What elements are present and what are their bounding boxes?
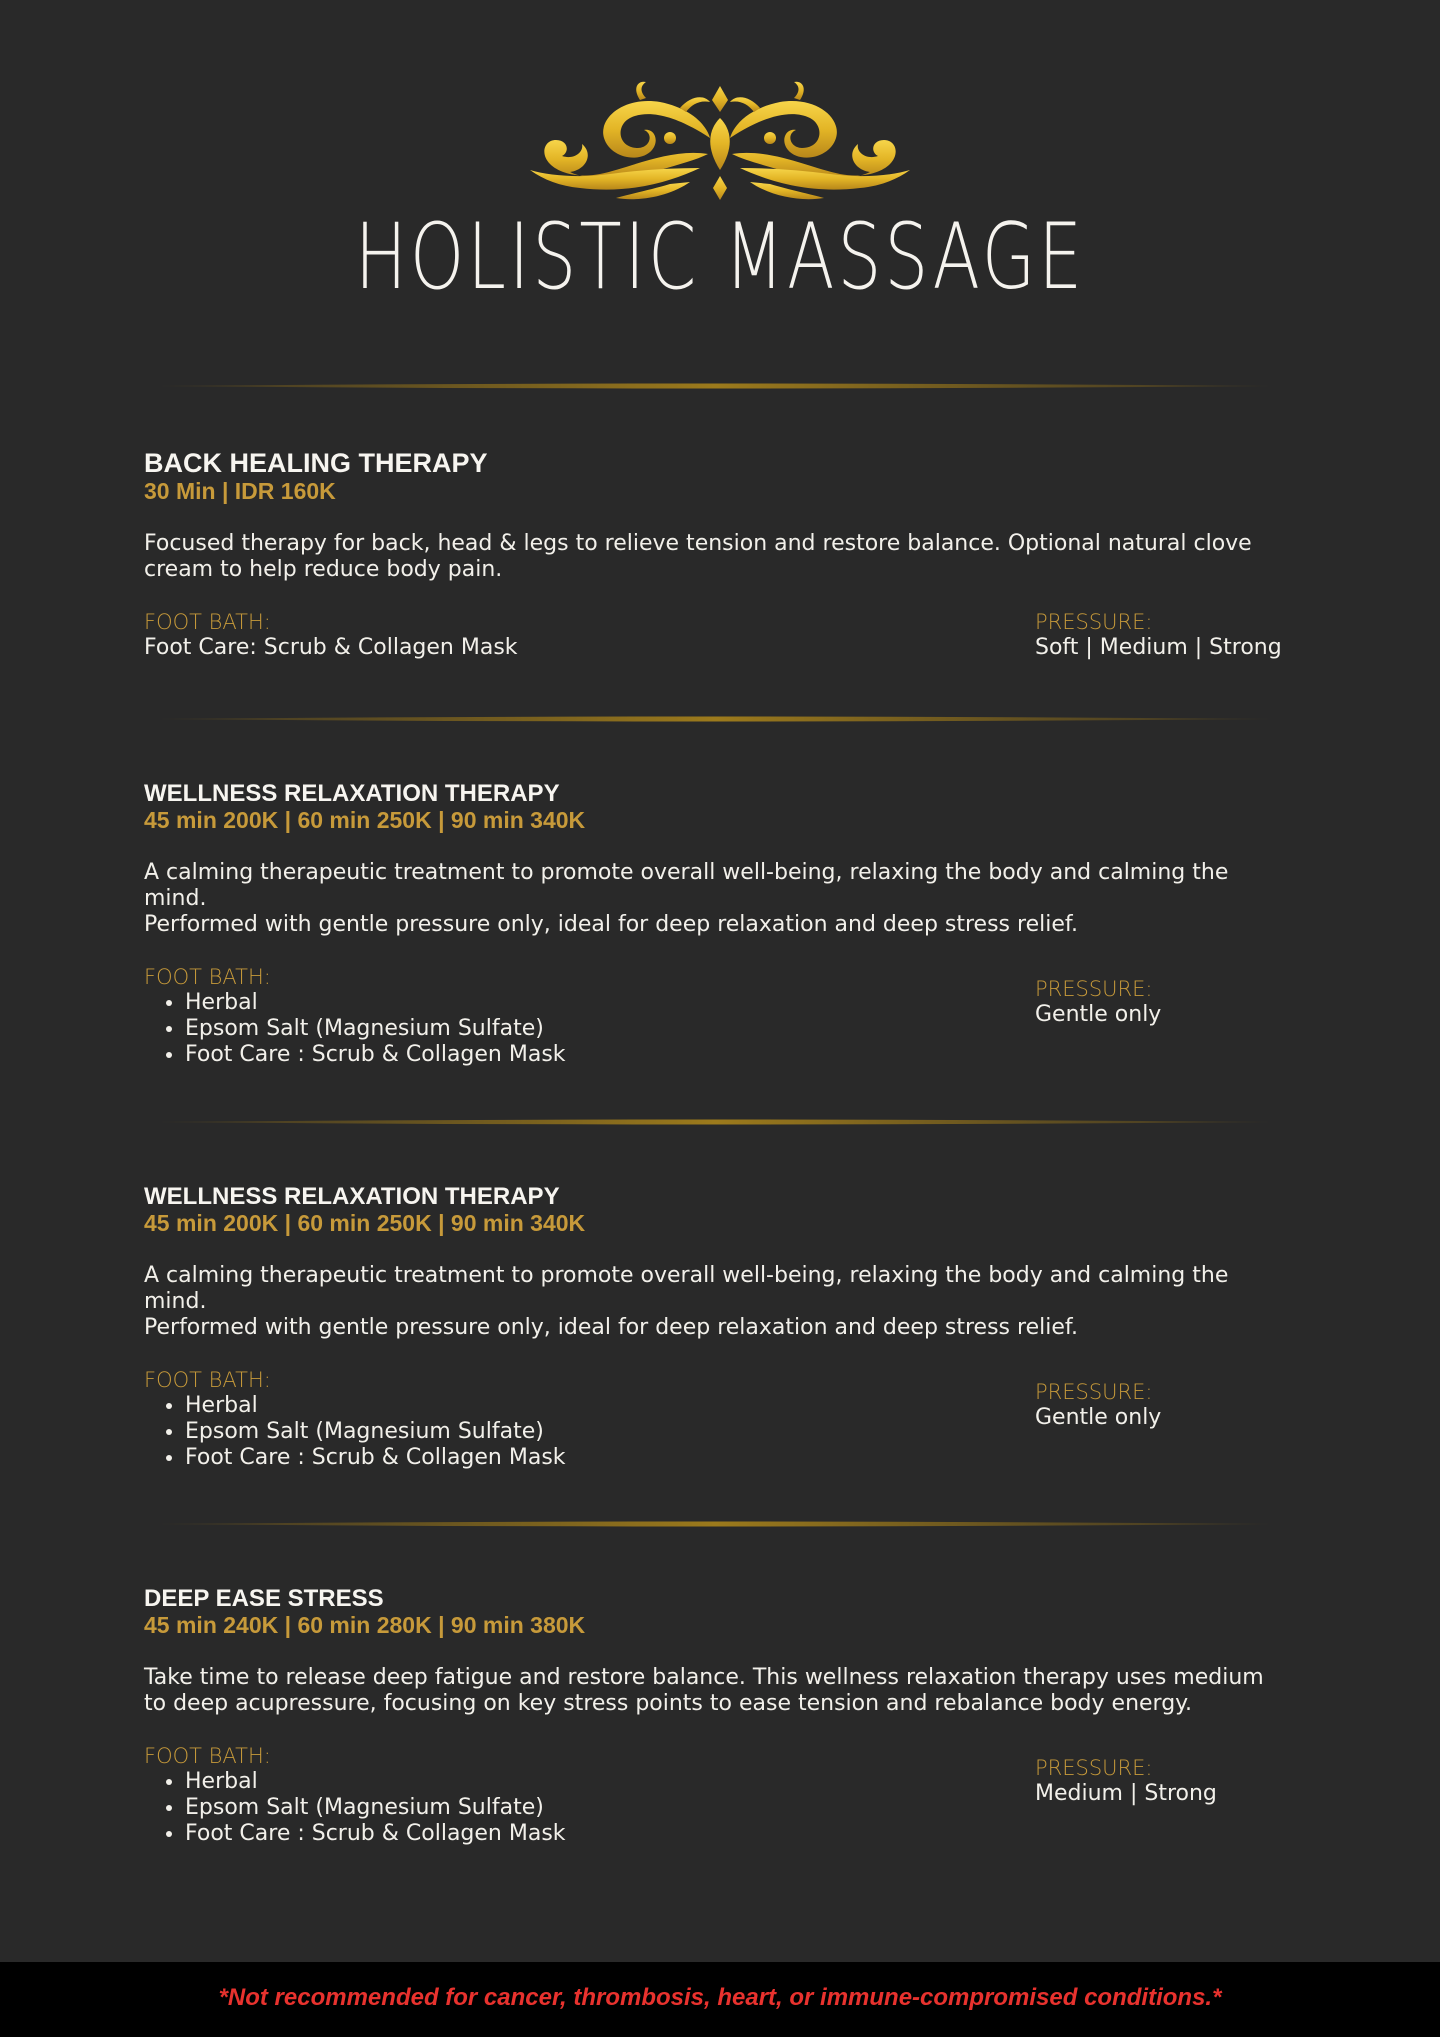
description-paragraph: Performed with gentle pressure only, ideal for deep relaxation and deep stress relief.: [144, 912, 1079, 937]
pressure-label: PRESSURE:: [1035, 977, 1153, 1001]
description-paragraph: A calming therapeutic treatment to promote overall well-being, relaxing the body and calming the mind.: [144, 860, 1229, 911]
foot-bath: [144, 610, 518, 661]
service-price: 30 Min | IDR 160K: [144, 478, 336, 504]
description-paragraph: Focused therapy for back, head & legs to relieve tension and restore balance. Optional natural clove cream to help reduce body pain.: [144, 531, 1252, 582]
pressure-value: Medium | Strong: [1035, 1781, 1217, 1806]
pressure: [1035, 977, 1305, 1028]
pressure-value: Gentle only: [1035, 1405, 1162, 1430]
pressure-value: Soft | Medium | Strong: [1035, 635, 1282, 660]
foot-bath: [144, 965, 566, 1068]
list-item: • Herbal: [185, 1769, 566, 1795]
list-item: • Epsom Salt (Magnesium Sulfate): [185, 1795, 566, 1821]
divider: [160, 1118, 1270, 1126]
service-deep-ease-stress: [144, 1586, 1296, 1854]
foot-bath-label: FOOT BATH:: [144, 1744, 271, 1768]
foot-bath-list: [144, 1393, 566, 1471]
list-item: • Foot Care : Scrub & Collagen Mask: [185, 1821, 566, 1847]
list-item: • Foot Care : Scrub & Collagen Mask: [185, 1445, 566, 1471]
pressure: [1035, 1756, 1305, 1807]
page-title: HOLISTIC MASSAGE: [354, 205, 1086, 310]
service-details: [144, 965, 1296, 1075]
description-paragraph: Performed with gentle pressure only, ideal for deep relaxation and deep stress relief.: [144, 1315, 1079, 1340]
service-back-healing: [144, 448, 1296, 666]
service-price: 45 min 240K | 60 min 280K | 90 min 380K: [144, 1612, 586, 1638]
disclaimer-note: *Not recommended for cancer, thrombosis, heart, or immune-compromised conditions.*: [218, 1984, 1222, 2011]
service-wellness-relaxation: [144, 781, 1296, 1075]
service-details: [144, 610, 1296, 666]
service-price: 45 min 200K | 60 min 250K | 90 min 340K: [144, 1210, 586, 1236]
list-item: • Foot Care : Scrub & Collagen Mask: [185, 1042, 566, 1068]
foot-bath-label: FOOT BATH:: [144, 610, 271, 634]
foot-bath-value: Foot Care: Scrub & Collagen Mask: [144, 635, 518, 660]
foot-bath-label: FOOT BATH:: [144, 1368, 271, 1392]
list-item: • Epsom Salt (Magnesium Sulfate): [185, 1419, 566, 1445]
service-title: WELLNESS RELAXATION THERAPY: [144, 780, 560, 807]
service-details: [144, 1744, 1296, 1854]
description-paragraph: A calming therapeutic treatment to promote overall well-being, relaxing the body and calming the mind.: [144, 1263, 1229, 1314]
divider: [160, 382, 1270, 390]
foot-bath: [144, 1744, 566, 1847]
ornament-icon: [520, 78, 920, 210]
pressure: [1035, 610, 1305, 661]
list-item: • Herbal: [185, 990, 566, 1016]
service-title: BACK HEALING THERAPY: [144, 448, 488, 478]
service-description: [144, 1263, 1279, 1341]
pressure-label: PRESSURE:: [1035, 1380, 1153, 1404]
service-title: DEEP EASE STRESS: [144, 1585, 384, 1612]
service-details: [144, 1368, 1296, 1478]
divider: [160, 715, 1270, 723]
service-title: WELLNESS RELAXATION THERAPY: [144, 1183, 560, 1210]
service-wellness-relaxation: [144, 1184, 1296, 1478]
service-description: [144, 860, 1296, 938]
service-description: [144, 531, 1296, 583]
pressure-value: Gentle only: [1035, 1002, 1162, 1027]
pressure-label: PRESSURE:: [1035, 1756, 1153, 1780]
foot-bath-label: FOOT BATH:: [144, 965, 271, 989]
footer-bar: [0, 1962, 1440, 2037]
service-price: 45 min 200K | 60 min 250K | 90 min 340K: [144, 807, 586, 833]
service-description: [144, 1665, 1284, 1717]
foot-bath-list: [144, 990, 566, 1068]
description-paragraph: Take time to release deep fatigue and restore balance. This wellness relaxation therapy uses medium to deep acupressure, focusing on key stress points to ease tension and rebalance body energy.: [144, 1665, 1264, 1716]
pressure-label: PRESSURE:: [1035, 610, 1153, 634]
foot-bath: [144, 1368, 566, 1471]
foot-bath-list: [144, 1769, 566, 1847]
divider: [160, 1520, 1270, 1528]
pressure: [1035, 1380, 1305, 1431]
list-item: • Herbal: [185, 1393, 566, 1419]
list-item: • Epsom Salt (Magnesium Sulfate): [185, 1016, 566, 1042]
